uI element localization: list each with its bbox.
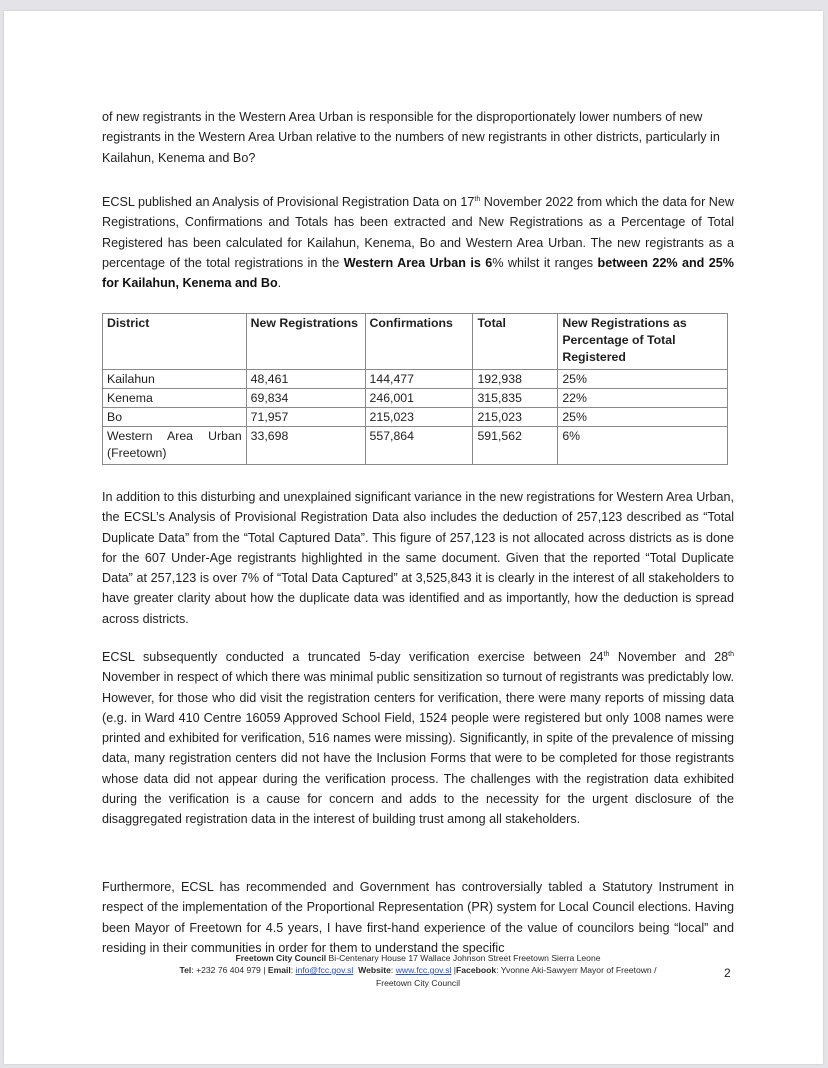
footer-address: Bi-Centenary House 17 Wallace Johnson Street Freetown Sierra Leone bbox=[326, 953, 601, 963]
cell-new-registrations: 69,834 bbox=[246, 389, 365, 408]
text-segment: November 2022 from which the data for New Registrations, Confirmations and Totals has been extracted and New Registrations as a Percentage of Total Registered has been calculated for Kailahun, Kenema, Bo and Western Area Urban. The new registrants as a percentage of the total registrations in the bbox=[102, 195, 734, 270]
table-header-row bbox=[103, 314, 728, 370]
text-segment: November and 28 bbox=[609, 650, 729, 664]
table-row bbox=[103, 427, 728, 465]
footer-facebook-label: Facebook bbox=[456, 965, 497, 975]
footer-contact-line: Tel: +232 76 404 979 | Email: info@fcc.gov.sl Website: www.fcc.gov.sl |Facebook: Yvonne Aki-Sawyerr Mayor of Freetown / bbox=[179, 965, 657, 975]
cell-new-registrations: 71,957 bbox=[246, 408, 365, 427]
page-number: 2 bbox=[724, 966, 731, 980]
bold-text: between 22% and 25% for Kailahun, Kenema and Bo bbox=[102, 255, 734, 291]
cell-confirmations: 557,864 bbox=[365, 427, 473, 465]
paragraph-ecsl-analysis bbox=[102, 192, 734, 293]
cell-percentage: 25% bbox=[558, 370, 728, 389]
header-percentage: New Registrations as Percentage of Total Registered bbox=[558, 314, 728, 370]
cell-total: 315,835 bbox=[473, 389, 558, 408]
footer-website-label: Website bbox=[358, 965, 391, 975]
footer-email-link[interactable]: info@fcc.gov.sl bbox=[295, 965, 354, 975]
table-row bbox=[103, 389, 728, 408]
text-segment: . bbox=[277, 276, 282, 291]
cell-total: 591,562 bbox=[473, 427, 558, 465]
cell-percentage: 6% bbox=[558, 427, 728, 465]
cell-percentage: 22% bbox=[558, 389, 728, 408]
bold-text: Western Area Urban is 6 bbox=[343, 255, 493, 270]
paragraph-duplicate-data: In addition to this disturbing and unexplained significant variance in the new registrations for Western Area Urban, the ECSL’s Analysis of Provisional Registration Data also includes the deduction of 257,123 described as “Total Duplicate Data” from the “Total Captured Data”. This figure of 257,123 is not allocated across districts as is done for the 607 Under-Age registrants highlighted in the same document. Given that the reported “Total Duplicate Data” at 257,123 is over 7% of “Total Data Captured” at 3,525,843 it is clearly in the interest of all stakeholders to have greater clarity about how the duplicate data was identified and as importantly, how the deduction is spread across districts. bbox=[102, 490, 734, 626]
paragraph-verification bbox=[102, 647, 734, 830]
footer-org-name: Freetown City Council bbox=[235, 953, 327, 963]
text-segment: ECSL subsequently conducted a truncated 5-day verification exercise between 24 bbox=[102, 650, 604, 664]
superscript: th bbox=[728, 650, 734, 658]
cell-percentage: 25% bbox=[558, 408, 728, 427]
superscript: th bbox=[603, 650, 610, 658]
document-page bbox=[4, 11, 823, 1064]
cell-total: 215,023 bbox=[473, 408, 558, 427]
table-row bbox=[103, 370, 728, 389]
footer-tel-label: Tel bbox=[179, 965, 192, 975]
footer-facebook-value: : Yvonne Aki-Sawyerr Mayor of Freetown / bbox=[496, 965, 657, 975]
header-new-registrations: New Registrations bbox=[246, 314, 365, 370]
footer-email-label: Email bbox=[267, 965, 291, 975]
cell-confirmations: 246,001 bbox=[365, 389, 473, 408]
footer-address-line bbox=[102, 952, 734, 965]
header-total: Total bbox=[473, 314, 558, 370]
cell-total: 192,938 bbox=[473, 370, 558, 389]
registration-table bbox=[102, 313, 728, 465]
footer-website-link[interactable]: www.fcc.gov.sl bbox=[395, 965, 452, 975]
header-district: District bbox=[103, 314, 247, 370]
cell-new-registrations: 33,698 bbox=[246, 427, 365, 465]
text-segment: ECSL published an Analysis of Provisional Registration Data on 17 bbox=[102, 195, 475, 209]
cell-confirmations: 144,477 bbox=[365, 370, 473, 389]
paragraph-pr-system: Furthermore, ECSL has recommended and Government has controversially tabled a Statutory Instrument in respect of the implementation of the Proportional Representation (PR) system for Local Council elections. Having been Mayor of Freetown for 4.5 years, I have first-hand experience of the value of councilors being “local” and residing in their communities in order for them to understand the specific bbox=[102, 880, 734, 955]
cell-district: Bo bbox=[103, 408, 247, 427]
footer-tel-value: : +232 76 404 979 | bbox=[191, 965, 268, 975]
cell-district: Kailahun bbox=[103, 370, 247, 389]
cell-confirmations: 215,023 bbox=[365, 408, 473, 427]
superscript: th bbox=[474, 195, 481, 203]
paragraph-intro: of new registrants in the Western Area Urban is responsible for the disproportionately lower numbers of new registrants in the Western Area Urban relative to the numbers of new registrants in other districts, particularly in Kailahun, Kenema and Bo? bbox=[102, 110, 720, 165]
text-segment: November in respect of which there was minimal public sensitization so turnout of registrants was predictably low. However, for those who did visit the registration centers for verification, there were many reports of missing data (e.g. in Ward 410 Centre 16059 Approved School Field, 1524 people were registered but only 1008 names were printed and exhibited for verification, 516 names were missing). Significantly, in spite of the prevalence of missing data, many registration centers did not have the Inclusion Forms that were to be completed for those registrants whose data did not appear during the verification process. The challenges with the registration data exhibited during the verification is a cause for concern and adds to the necessity for the urgent disclosure of the disaggregated registration data in the interest of building trust among all stakeholders. bbox=[102, 670, 734, 827]
footer-council-line: Freetown City Council bbox=[375, 978, 461, 988]
table-row bbox=[103, 408, 728, 427]
cell-district: Kenema bbox=[103, 389, 247, 408]
text-segment: % whilst it ranges bbox=[492, 255, 598, 270]
cell-new-registrations: 48,461 bbox=[246, 370, 365, 389]
cell-district: Western Area Urban (Freetown) bbox=[103, 427, 247, 465]
header-confirmations: Confirmations bbox=[365, 314, 473, 370]
